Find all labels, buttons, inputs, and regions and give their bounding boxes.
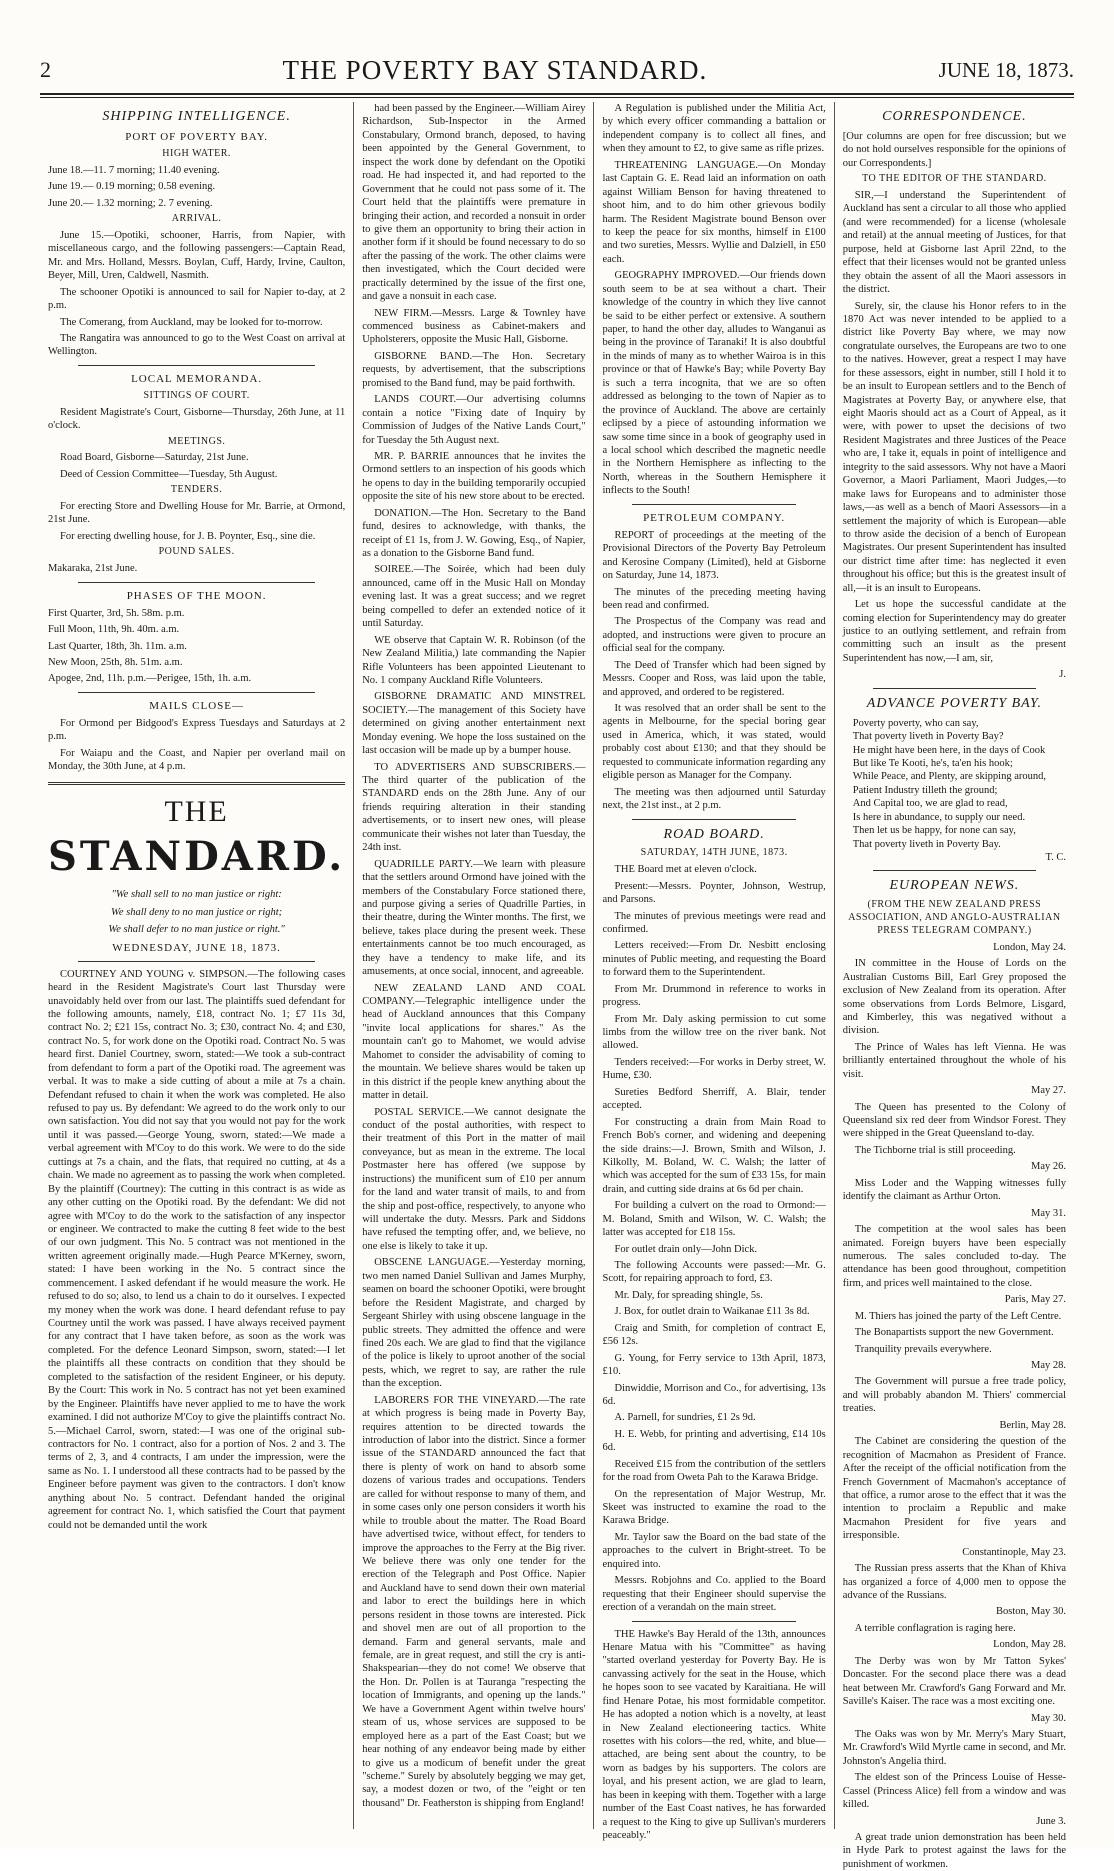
news-paragraph: LABORERS FOR THE VINEYARD.—The rate at which progress is being made in Poverty Bay, requires attention to be directed towards the introduction of labor into the district. Since a former issue of the STANDARD announced the fact that there is plenty of work on hand to absorb some dozens of various trades and occupations. Tenders are called for without response to many of them, and in some cases only one person considers it worth his while to trouble about the matter. The Road Board have advertised twice, without effect, for tenders to improve the approaches to the Ferry at the Big river. We believe there was only one tender for the erection of the Telegraph and Post Office. Napier and Auckland have to send down their own material and labor to erect the buildings here in which persons resident in those towns are interested. Pick and shovel men are out of all proportion to the demand. Farm and general servants, male and female, are in great request, and still the cry is anti-Shakspearian—they do not come! We observe that the Hon. Dr. Pollen is at Tauranga "respecting the location of Immigrants, and opening up the lands." We have a Government Agent within twelve hours' steam of us, whose services are supposed to be employed here as a part of the East Coast; but we hear nothing of any endeavor being made by either to give us a modicum of benefit under the great "scheme." Surely by absolutely begging we may get, say, a modest dozen or two, of the "eight or ten thousand" Dr. Featherston is shipping from England! — [362, 1394, 586, 1809]
news-item: The eldest son of the Princess Louise of Hesse-Cassel (Princess Alice) fell from a window and was killed. — [842, 1772, 1067, 1811]
divider — [632, 1621, 795, 1622]
court-case-article: COURTNEY AND YOUNG v. SIMPSON.—The following cases heard in the Resident Magistrate's Court last Thursday were unavoidably held over from our last. The plaintiffs sued defendant for the following amounts, namely, £18, contract No. 1; £7 11s 3d, contract No. 2; £21 15s, contract No. 3; £30, contract No. 4; and £30, contract No. 5, for work done on the Opotiki road. Contract No. 5 was heard first. Daniel Courtney, sworn, stated:—We took a sub-contract from defendant to form a part of the Opotiki road. The agreement was verbal. It was to make a side cutting of about a mile at 7s a chain. Defendant refused to chain it when the work was completed. He also refused to pay us. By defendant: We agreed to do the work only to our own satisfaction. You did not say that you would not pay for the work until it was passed.—George Young, sworn, stated:—We made a verbal agreement with M'Coy to do this work. We were to do the side cuttings at 7s a chain, and the flats, that required no cutting, at 4s a chain. We made no agreement as to passing the work when completed. By the plaintiff (Courtney): The cutting in this contract is as wide as any other cutting on the Opotiki road. By the defendant: We did not agree with M'Coy to do the work to the satisfaction of any inspector or engineer. We contracted to make the cutting 8 feet wide to the best of our own judgment. This No. 5 contract was not mentioned in the written agreement originally made.—Hugh Pearce M'Kerney, sworn, stated: I have been working in the No. 5 contract since the commencement. I asked defendant if he would measure the work. He refused to do so; also, to lend us a chain to do it ourselves. I expected my money when the work was done. I heard defendant refuse to pay Courtney until the work was passed. I have always received payment for any contract that I have taken before, as soon as the work was completed. For the defence Leonard Simpson, sworn, stated:—I let the plaintiffs all these contracts on condition that they should be completed to the satisfaction of the resident Engineer, or his deputy. By the Court: This work in No. 5 contract has not yet been examined by the Engineer. Plaintiffs have never applied to me to have the work examined. I did not authorize M'Coy to give the plaintiffs contract No. 5.—Michael Carrol, sworn, stated:—I was one of the original sub-contractors for No. 1 contract, also for a portion of Nos. 2 and 3. The terms of 2, 3, and 4 contracts, I am under the impression, were the same as No. 1. I understood all these contracts had to be passed by the Engineer before payment was given to the contractors. I don't know anything about No. 5 contract. Defendant handed the original agreement for contract No. 1, which satisfied the Court that payment could not be demanded until the work — [48, 968, 346, 1531]
poem-heading: ADVANCE POVERTY BAY. — [866, 695, 1042, 711]
news-item: The competition at the wool sales has been animated. Foreign buyers have been especially numerous. The sales concluded to-day. The attendance has been good throughout, competition firm, and prices well maintained to the close. — [842, 1224, 1067, 1289]
divider — [632, 819, 795, 820]
news-dateline: May 30. — [1031, 1712, 1067, 1724]
news-item: The Cabinet are considering the question of the recognition of Macmahon as President of France. After the receipt of the official notification from the French Government of Macmahon's acceptance of that office, a rumor arose to the effect that it was the intention to proclaim a Republic and make Macmahon President for five years and irresponsible. — [842, 1436, 1067, 1542]
ship-note: The Comerang, from Auckland, may be looked for to-morrow. — [60, 316, 323, 328]
news-item: Miss Loder and the Wapping witnesses fully identify the claimant as Arthur Orton. — [842, 1177, 1067, 1203]
petroleum-paragraph: The Prospectus of the Company was read and adopted, and instructions were given to procure an official seal for the company. — [602, 616, 826, 655]
poem-line: While Peace, and Plenty, are skipping around, — [852, 771, 1046, 783]
road-paragraph: Mr. Daly, for spreading shingle, 5s. — [614, 1289, 763, 1301]
poem-line: That poverty liveth in Poverty Bay. — [852, 838, 1001, 850]
news-paragraph: GISBORNE BAND.—The Hon. Secretary requests, by advertisement, that the subscriptions promised to the Band fund, may be paid forthwith. — [362, 350, 586, 389]
news-paragraph: A Regulation is published under the Militia Act, by which every officer commanding a battalion or independent company is to collect all fines, and when they amount to £2, to give same as rifle prizes. — [602, 103, 826, 155]
motto-line: We shall deny to no man justice or right; — [111, 906, 283, 918]
meetings-heading: MEETINGS. — [167, 435, 226, 447]
ship-note: The Rangatira was announced to go to the West Coast on arrival at Wellington. — [48, 332, 346, 358]
european-news-heading: EUROPEAN NEWS. — [889, 878, 1020, 894]
to-editor-heading: TO THE EDITOR OF THE STANDARD. — [862, 173, 1047, 185]
tide-list — [48, 164, 345, 210]
news-paragraph: TO ADVERTISERS AND SUBSCRIBERS.—The third quarter of the publication of the STANDARD ends on the 28th June. Any of our friends requiring alteration in their standing advertisements, or to insert new ones, will please communicate their wishes not later than Tuesday, the 24th inst. — [362, 761, 586, 854]
news-list — [843, 941, 1066, 1871]
road-paragraph: Received £15 from the contribution of the settlers for the road from Oweta Pah to the Karawa Bridge. — [602, 1458, 826, 1484]
news-dateline: May 28. — [1031, 1360, 1067, 1372]
publication-date: WEDNESDAY, JUNE 18, 1873. — [112, 941, 281, 954]
road-paragraph: For building a culvert on the road to Ormond:—M. Boland, Smith and Wilson, W. C. Walsh; the latter was accepted for £18 15s. — [602, 1200, 826, 1239]
port-heading: PORT OF POVERTY BAY. — [125, 130, 268, 143]
correspondence-heading: CORRESPONDENCE. — [882, 109, 1027, 124]
news-item: A terrible conflagration is raging here. — [854, 1622, 1016, 1634]
sittings-text: Resident Magistrate's Court, Gisborne—Thursday, 26th June, at 11 o'clock. — [48, 406, 346, 432]
news-dateline: May 27. — [1031, 1085, 1067, 1097]
news-paragraph: had been passed by the Engineer.—William Airey Richardson, Sub-Inspector in the Armed Constabulary, Ormond branch, deposed, to having been appointed by the General Government, to inspect the work done by defendant on the Opotiki road. He had inspected it, and had reported to the Government that he could not pass some of it. The Court held that the plaintiffs were premature in bringing their action, and recorded a nonsuit in order to give them an opportunity to bring their action in another form if it should be found necessary to do so after the passing of the work. The other claims were then investigated, which the Court decided were practically determined by the issue of the first one, and gave a nonsuit in each case. — [362, 103, 586, 303]
meeting-text: Road Board, Gisborne—Saturday, 21st June. — [60, 452, 249, 464]
news-paragraph: THREATENING LANGUAGE.—On Monday last Captain G. E. Read laid an information on oath against William Benson for having threatened to shoot him, and to do him other grievous bodily harm. The Resident Magistrate bound Benson over to keep the peace for six months, himself in £100 and two sureties, Messrs. Wyllie and Dalziell, in £50 each. — [602, 159, 826, 265]
moon-phase: New Moon, 25th, 8h. 51m. a.m. — [48, 656, 183, 668]
poem-line: Patient Industry tilleth the ground; — [852, 784, 998, 796]
road-paragraph: The following Accounts were passed:—Mr. G. Scott, for repairing approach to ford, £3. — [602, 1260, 826, 1285]
poem-line: Is here in abundance, to supply our need. — [852, 811, 1026, 823]
road-paragraph: H. E. Webb, for printing and advertising, £14 10s 6d. — [602, 1428, 826, 1454]
news-paragraph: GISBORNE DRAMATIC AND MINSTREL SOCIETY.—The management of this Society have determined on giving another entertainment next Monday evening. We hope the loss sustained on the last occasion will be made up by a bumper house. — [362, 691, 586, 757]
page-number: 2 — [40, 57, 51, 82]
news-item: IN committee in the House of Lords on the Australian Customs Bill, Earl Grey proposed the exclusion of New Zealand from its operation. After some observations from Lords Belmore, Lisgard, and Kimberley, this was negatived without a division. — [842, 958, 1067, 1037]
tide-row: June 19.— 0.19 morning; 0.58 evening. — [48, 181, 216, 193]
standard-heading: STANDARD. — [48, 833, 346, 881]
news-item: The Tichborne trial is still proceeding. — [854, 1144, 1016, 1156]
mail-text: For Waiapu and the Coast, and Napier per overland mail on Monday, the 30th June, at 4 p.m. — [48, 747, 346, 773]
road-paragraph: From Mr. Drummond in reference to works in progress. — [602, 983, 826, 1009]
poem-line: That poverty liveth in Poverty Bay? — [852, 731, 1004, 743]
road-paragraph: Mr. Taylor saw the Board on the bad state of the approaches to the culvert in Bright-street. To be enquired into. — [602, 1531, 826, 1570]
header-rule — [40, 93, 1074, 98]
petroleum-paragraph: The meeting was then adjourned until Saturday next, the 21st inst., at 2 p.m. — [602, 786, 826, 812]
road-paragraph: On the representation of Major Westrup, Mr. Skeet was instructed to examine the road to the Karawa Bridge. — [602, 1488, 826, 1527]
news-dateline: May 31. — [1031, 1207, 1067, 1219]
poem-line: Poverty poverty, who can say, — [852, 717, 979, 729]
poem-signature: T. C. — [1045, 852, 1067, 864]
news-paragraph: POSTAL SERVICE.—We cannot designate the conduct of the postal authorities, with respect to their treatment of this Port in the matter of mail conveyance, but as mean in the extreme. The local Postmaster here has offered (we suppose by instructions) the munificent sum of £10 per annum for the land and water transit of mails, to and from the ship and post-office, respectively, to anyone who will undertake the duty. Messrs. Park and Siddons have refused the tempting offer, and, we believe, no one else is likely to take it up. — [362, 1106, 586, 1252]
letter-paragraph: Surely, sir, the clause his Honor refers to in the 1870 Act was never intended to be applied to a district like Poverty Bay where, we may now congratulate ourselves, the Europeans are two to one to the natives. However, great a respect I may have for these assessors, eight in number, still I hold it to be an insult to European settlers and to the Bench of Magistrates at Poverty Bay, or anywhere else, that eight Maoris should act as a Court of Appeal, as it were, with power to upset the decisions of two Resident Magistrates and three Justices of the Peace who are, I take it, equals in point of intelligence and integrity to the said assessors. Why not have a Maori Governor, a Maori Parliament, Maori Judges,—to make laws for Europeans and to administer those laws,—as well as a bench of Maori Assessors—in a settlement the majority of which is European—able to throw aside the decision of a bench of European Magistrates. Our present Superintendent has insulted our district time after time: has neglected it even throughout his office; but this is the greatest insult of all,—it is an insult to Europeans. — [842, 300, 1067, 594]
divider — [78, 961, 315, 962]
page-header — [40, 50, 1074, 90]
road-paragraph: For outlet drain only—John Dick. — [614, 1243, 758, 1255]
tenders-heading: TENDERS. — [170, 484, 223, 496]
news-dateline: London, May 24. — [993, 941, 1067, 953]
pound-text: Makaraka, 21st June. — [48, 563, 138, 575]
poem-line: And Capital too, we are glad to read, — [852, 798, 1008, 810]
column-4 — [835, 102, 1074, 1870]
petroleum-heading: PETROLEUM COMPANY. — [643, 511, 786, 524]
arrival-heading: ARRIVAL. — [171, 213, 222, 225]
road-paragraph: Present:—Messrs. Poynter, Johnson, Westrup, and Parsons. — [602, 880, 826, 906]
ship-note: The schooner Opotiki is announced to sail for Napier to-day, at 2 p.m. — [48, 286, 346, 312]
hawkes-bay-paragraph: THE Hawke's Bay Herald of the 13th, announces Henare Matua with his "Committee" as having "started overland yesterday for Poverty Bay. He is canvassing actively for the seat in the House, which he hopes soon to see vacated by Karaitiana. He will find Henare Potae, his most formidable competitor. He has adopted a notion which is a novelty, at least in New Zealand electioneering tactics. White rosettes with his colors—the red, white, and blue—attached, are being sent about the country, to be worn as badges by his supporters. The colors are loyal, and his present action, we are glad to learn, has been in keeping with them. Together with a large number of the East Coast natives, he has forwarded a request to the King to give up Sullivan's murderers peaceably." — [602, 1628, 826, 1842]
news-paragraph: NEW ZEALAND LAND AND COAL COMPANY.—Telegraphic intelligence under the head of Auckland announces that this Company "invite local applications for shares." As the mountain can't go to Mahomet, we would advise Mahomet to consider the advisability of coming to the mountain. We believe shares would be taken up in this district if the people knew anything about the matter in detail. — [362, 982, 586, 1102]
road-paragraph: A. Parnell, for sundries, £1 2s 9d. — [614, 1412, 756, 1424]
news-source: (FROM THE NEW ZEALAND PRESS ASSOCIATION, AND ANGLO-AUSTRALIAN PRESS TELEGRAM COMPANY.) — [848, 899, 1061, 936]
news-paragraph: GEOGRAPHY IMPROVED.—Our friends down south seem to be at sea without a chart. Their knowledge of the country in which they live cannot be said to be either perfect or extensive. A southern paper, to hand the other day, alludes to Wanganui as being in the province of Taranaki! It is also doubtful in the minds of many as to whether Wairoa is in this province or that of Hawke's Bay; while Poverty Bay is such a terra incognita, that we are so often addressed as belonging to the town of Napier as to the province of Auckland. The above are certainly eclipsed by a piece of astounding information we saw some time since in a book of geography used in a local school which described the magnetic needle in the Northern Hemisphere as inflecting to the North, whereas in the Southern Hemisphere it inflects to the South! — [602, 270, 826, 497]
shipping-heading: SHIPPING INTELLIGENCE. — [102, 109, 291, 124]
high-water-heading: HIGH WATER. — [162, 147, 231, 159]
road-paragraph: Dinwiddie, Morrison and Co., for advertising, 13s 6d. — [602, 1382, 826, 1407]
news-paragraph: LANDS COURT.—Our advertising columns contain a notice "Fixing date of Inquiry by Commission of Judges of the Native Lands Court," for Tuesday the 5th August next. — [362, 394, 586, 446]
masthead-title: THE POVERTY BAY STANDARD. — [282, 54, 708, 85]
news-dateline: Paris, May 27. — [1004, 1294, 1067, 1306]
moon-phase: Full Moon, 11th, 9h. 40m. a.m. — [48, 624, 180, 636]
divider — [78, 582, 315, 583]
news-item: The Prince of Wales has left Vienna. He was brilliantly entertained throughout the whole of his visit. — [842, 1041, 1067, 1080]
road-paragraph: Tenders received:—For works in Derby street, W. Hume, £30. — [602, 1056, 826, 1082]
road-paragraph: Sureties Bedford Sherriff, A. Blair, tender accepted. — [602, 1086, 826, 1112]
news-paragraph: DONATION.—The Hon. Secretary to the Band fund, desires to acknowledge, with thanks, the receipt of £1 1s, from J. W. Gowing, Esq., of Napier, as a donation to the Gisborne Band fund. — [362, 507, 586, 559]
road-paragraph: J. Box, for outlet drain to Waikanae £11 3s 8d. — [614, 1306, 810, 1318]
arrival-text: June 15.—Opotiki, schooner, Harris, from Napier, with miscellaneous cargo, and the following passengers:—Captain Read, Mr. and Mrs. Holland, Messrs. Boylan, Cuff, Hardy, Irvine, Caulton, Beyer, Mill, Uren, Caldwell, Nasmith. — [48, 229, 346, 282]
motto-line: We shall defer to no man justice or right." — [108, 924, 285, 936]
poem-line: Then let us be happy, for none can say, — [852, 825, 1016, 837]
news-item: Tranquility prevails everywhere. — [854, 1343, 992, 1355]
road-board-date: SATURDAY, 14TH JUNE, 1873. — [640, 847, 788, 859]
pound-heading: POUND SALES. — [158, 546, 235, 558]
road-paragraph: The minutes of previous meetings were read and confirmed. — [602, 910, 826, 935]
moon-heading: PHASES OF THE MOON. — [126, 589, 267, 602]
news-item: The Government will pursue a free trade policy, and will probably abandon M. Thiers' commercial treaties. — [842, 1376, 1067, 1415]
divider — [873, 870, 1036, 871]
letter-signature: J. — [1059, 669, 1067, 681]
correspondence-note: [Our columns are open for free discussion; but we do not hold ourselves responsible for the opinions of our Correspondents.] — [842, 130, 1067, 169]
meeting-text: Deed of Cession Committee—Tuesday, 5th August. — [60, 468, 278, 480]
news-item: The Queen has presented to the Colony of Queensland six red deer from Windsor Forest. They were shipped in the Great Queensland to-day. — [842, 1101, 1067, 1140]
letter-paragraph: SIR,—I understand the Superintendent of Auckland has sent a circular to all those who applied (and were recommended) for a license (wholesale and retail) at the annual meeting of Justices, for that purpose, held at Gisborne last April 22nd, to the effect that their licenses would not be granted unless they obtain the assent of all the Maori assessors in the district. — [842, 190, 1067, 296]
tender-text: For erecting dwelling house, for J. B. Poynter, Esq., sine die. — [60, 530, 316, 542]
road-paragraph: G. Young, for Ferry service to 13th April, 1873, £10. — [602, 1352, 826, 1378]
news-paragraph: NEW FIRM.—Messrs. Large & Townley have commenced business as Cabinet-makers and Upholsterers, opposite the Music Hall, Gisborne. — [362, 307, 586, 346]
columns — [40, 102, 1074, 1870]
sittings-heading: SITTINGS OF COURT. — [143, 389, 250, 401]
divider — [78, 365, 315, 366]
issue-date: JUNE 18, 1873. — [938, 57, 1074, 82]
poem-line: But like Te Kooti, he's, ta'en his hook; — [852, 757, 1013, 769]
divider — [48, 782, 345, 785]
road-board-heading: ROAD BOARD. — [663, 826, 765, 842]
motto-line: "We shall sell to no man justice or right: — [111, 889, 282, 901]
news-dateline: May 26. — [1031, 1161, 1067, 1173]
news-paragraph: SOIREE.—The Soirée, which had been duly announced, came off in the Music Hall on Monday evening last. It was a great success; and we regret being compelled to defer an extended notice of it until Saturday. — [362, 564, 586, 630]
news-item: The Bonapartists support the new Government. — [854, 1327, 1054, 1339]
letter-paragraph: Let us hope the successful candidate at the coming election for Superintendency may do greater justice to an outlying settlement, and refrain from committing such an insult as the present Superintendent has now,—I am, sir, — [842, 599, 1067, 664]
divider — [78, 692, 315, 693]
news-paragraph: OBSCENE LANGUAGE.—Yesterday morning, two men named Daniel Sullivan and James Murphy, seamen on board the schooner Opotiki, were brought before the Resident Magistrate, and charged by Sergeant Shirley with using obscene language in the public streets. They admitted the offence and were fined 20s each. We are glad to find that the vigilance of the police is likely to uproot another of the social pests, which, we regret to say, are rather the rule than the exception. — [362, 1257, 586, 1390]
news-paragraph: QUADRILLE PARTY.—We learn with pleasure that the settlers around Ormond have joined with the members of the Constabulary Force stationed there, and purpose giving a series of Quadrille Parties, in their theatre, during the Winter months. The first, we believe, takes place during the present week. These entertainments cannot be too much encouraged, as they have a tendency to make life, and its amusements, at once social, innocent, and agreeable. — [362, 858, 586, 978]
tender-text: For erecting Store and Dwelling House for Mr. Barrie, at Ormond, 21st June. — [48, 501, 346, 526]
news-item: The Derby was won by Mr Tatton Sykes' Doncaster. For the second place there was a dead heat between Mr. Crawford's Gang Forward and Mr. Saville's Kaiser. The race was a most exciting one. — [842, 1655, 1067, 1708]
petroleum-paragraph: The minutes of the preceding meeting having been read and confirmed. — [602, 586, 826, 611]
petroleum-paragraph: It was resolved that an order shall be sent to the agents in Melbourne, for the special boring gear used in America, which, it was stated, would probably cost about £130; and that they should be requested to communicate information regarding any eligible person as Manager for the Company. — [602, 703, 826, 782]
column-2 — [354, 102, 594, 1829]
moon-phase: Last Quarter, 18th, 3h. 11m. a.m. — [48, 640, 187, 652]
divider — [632, 504, 795, 505]
news-dateline: Berlin, May 28. — [999, 1419, 1067, 1431]
road-paragraph: THE Board met at eleven o'clock. — [614, 864, 757, 876]
moon-phase: Apogee, 2nd, 11h. p.m.—Perigee, 15th, 1h. a.m. — [48, 673, 252, 685]
road-paragraph: From Mr. Daly asking permission to cut some limbs from the willow tree on the river bank. Not allowed. — [602, 1013, 826, 1052]
petroleum-paragraph: REPORT of proceedings at the meeting of the Provisional Directors of the Poverty Bay Petroleum and Kerosine Company (Limited), held at Gisborne on Saturday, June 14, 1873. — [602, 529, 826, 582]
news-item: The Russian press asserts that the Khan of Khiva has organized a force of 4,000 men to oppose the advance of the Russians. — [842, 1563, 1067, 1602]
moon-phase: First Quarter, 3rd, 5h. 58m. p.m. — [48, 607, 185, 619]
mails-heading: MAILS CLOSE— — [149, 699, 245, 712]
news-item: A great trade union demonstration has been held in Hyde Park to protest against the laws for the punishment of workmen. — [842, 1832, 1067, 1870]
news-paragraph: WE observe that Captain W. R. Robinson (of the New Zealand Militia,) late commanding the Napier Rifle Volunteers has been appointed Lieutenant to No. 1 company Auckland Rifle Volunteers. — [362, 634, 586, 686]
road-paragraph: For constructing a drain from Main Road to French Bob's corner, and widening and deepening the side drains:—J. Brown, Smith and Wilson, J. Kilkolly, M. Boland, W. C. Walsh; the latter of which was accepted for the sum of £33 15s, for main drain, and cutting side drains at 6s 6d per chain. — [602, 1116, 826, 1195]
news-dateline: London, May 28. — [993, 1639, 1067, 1651]
news-item: The Oaks was won by Mr. Merry's Mary Stuart, Mr. Crawford's Wild Myrtle came in second, and Mr. Johnston's Angelia third. — [842, 1728, 1067, 1767]
news-dateline: Constantinople, May 23. — [962, 1546, 1067, 1558]
poem-line: He might have been here, in the days of Cook — [852, 744, 1046, 756]
tide-row: June 20.— 1.32 morning; 2. 7 evening. — [48, 197, 213, 209]
mail-text: For Ormond per Bidgood's Express Tuesdays and Saturdays at 2 p.m. — [48, 717, 346, 743]
news-dateline: Boston, May 30. — [996, 1606, 1067, 1618]
tide-row: June 18.—11. 7 morning; 11.40 evening. — [48, 164, 220, 176]
local-memoranda-heading: LOCAL MEMORANDA. — [131, 372, 263, 385]
road-paragraph: Messrs. Robjohns and Co. applied to the Board requesting that their Engineer should supervise the erection of a verandah on the main street. — [602, 1575, 826, 1614]
divider — [873, 688, 1036, 689]
news-item: M. Thiers has joined the party of the Left Centre. — [854, 1310, 1062, 1322]
road-paragraph: Craig and Smith, for completion of contract E, £56 12s. — [602, 1322, 826, 1348]
column-1 — [40, 102, 354, 1829]
column-3 — [594, 102, 834, 1842]
the-heading: THE — [164, 794, 229, 828]
petroleum-paragraph: The Deed of Transfer which had been signed by Messrs. Cooper and Ross, was laid upon the table, and approved, and ordered to be registered. — [602, 659, 826, 698]
news-dateline: June 3. — [1036, 1815, 1067, 1827]
road-paragraph: Letters received:—From Dr. Nesbitt enclosing minutes of Public meeting, and requesting the Board to forward them to the Superintendent. — [602, 940, 826, 979]
news-paragraph: MR. P. BARRIE announces that he invites the Ormond settlers to an inspection of his goods which he opens to day in the building temporarily occupied opposite the site of his new store about to be erected. — [362, 450, 586, 503]
